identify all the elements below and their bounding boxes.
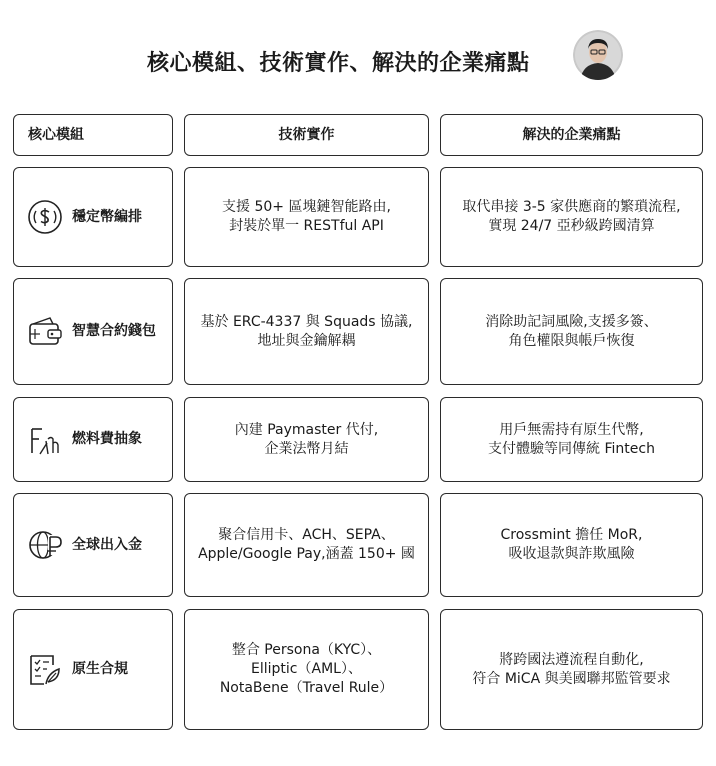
- pain-text: 取代串接 3-5 家供應商的繁瑣流程, 實現 24/7 亞秒級跨國清算: [462, 199, 681, 234]
- header-pain-points-label: 解決的企業痛點: [522, 126, 621, 143]
- module-name: 原生合規: [72, 661, 128, 677]
- row-smart-wallet: [13, 278, 173, 385]
- tech-global-onramp: [184, 493, 429, 597]
- pain-native-compliance: [440, 609, 703, 730]
- pain-global-onramp: [440, 493, 703, 597]
- page-title: 核心模組、技術實作、解決的企業痛點: [147, 51, 530, 76]
- tech-text: 支援 50+ 區塊鏈智能路由, 封裝於單一 RESTful API: [222, 199, 391, 234]
- pain-gas-abstraction: [440, 397, 703, 482]
- pain-text: 用戶無需持有原生代幣, 支付體驗等同傳統 Fintech: [488, 421, 655, 457]
- page-header: [0, 30, 716, 86]
- tech-text: 整合 Persona（KYC）、 Elliptic（AML）、 NotaBene（Travel Rule）: [219, 642, 394, 696]
- dollar-coin-icon: [26, 198, 64, 236]
- header-core-module: [13, 114, 173, 156]
- module-name: 智慧合約錢包: [72, 323, 156, 339]
- avatar-photo: [573, 30, 623, 80]
- pain-smart-wallet: [440, 278, 703, 385]
- header-pain-points: [440, 114, 703, 156]
- tech-text: 內建 Paymaster 代付, 企業法幣月結: [234, 421, 379, 457]
- header-core-module-label: 核心模組: [28, 126, 84, 143]
- row-native-compliance: [13, 609, 173, 730]
- globe-currency-icon: [26, 526, 64, 564]
- wallet-icon: [26, 313, 64, 351]
- tech-stablecoin: [184, 167, 429, 267]
- row-stablecoin-orchestration: [13, 167, 173, 267]
- compliance-checklist-icon: [26, 651, 64, 689]
- tech-text: 聚合信用卡、ACH、SEPA、 Apple/Google Pay,涵蓋 150+ 國: [198, 527, 415, 562]
- pain-text: 將跨國法遵流程自動化, 符合 MiCA 與美國聯邦監管要求: [472, 651, 671, 687]
- module-name: 燃料費抽象: [72, 431, 142, 447]
- tech-gas-abstraction: [184, 397, 429, 482]
- tech-text: 基於 ERC-4337 與 Squads 協議, 地址與金鑰解耦: [200, 313, 413, 349]
- module-name: 全球出入金: [72, 536, 142, 553]
- module-name: 穩定幣編排: [72, 208, 142, 225]
- row-global-onramp: [13, 493, 173, 597]
- tech-smart-wallet: [184, 278, 429, 385]
- pain-text: 消除助記詞風險,支援多簽、 角色權限與帳戶恢復: [485, 313, 658, 349]
- pain-stablecoin: [440, 167, 703, 267]
- header-tech-implementation: [184, 114, 429, 156]
- row-gas-abstraction: [13, 397, 173, 482]
- tech-native-compliance: [184, 609, 429, 730]
- header-tech-implementation-label: 技術實作: [278, 126, 335, 143]
- gas-fee-icon: [26, 421, 64, 459]
- avatar: [573, 30, 623, 80]
- pain-text: Crossmint 擔任 MoR, 吸收退款與詐欺風險: [500, 527, 643, 562]
